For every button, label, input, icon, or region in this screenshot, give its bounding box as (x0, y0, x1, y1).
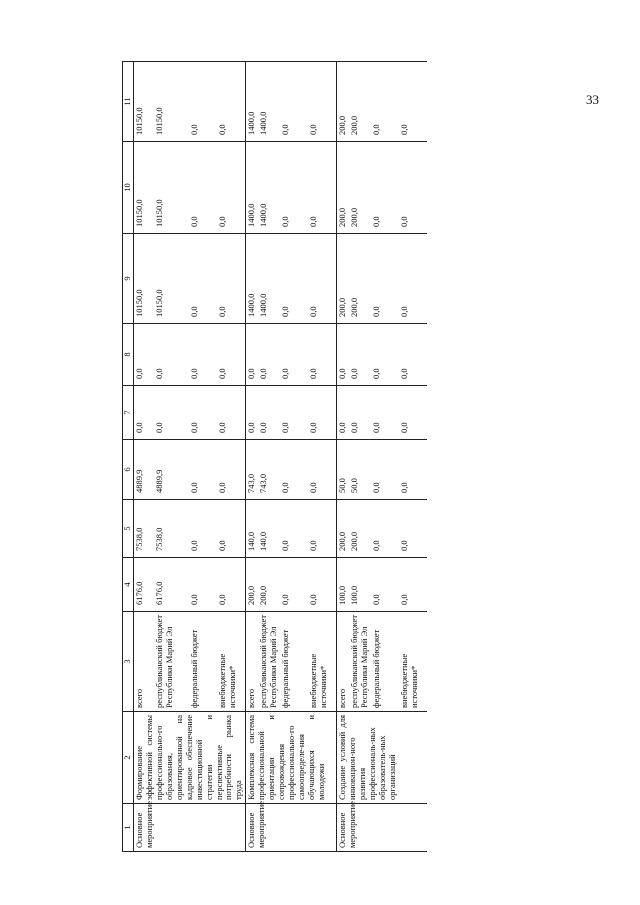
value-cell: 7538,0 (154, 500, 190, 558)
value-cell: 10150,0 (134, 234, 154, 324)
value-cell: 0,0 (280, 142, 308, 234)
header-cell: 2 (123, 712, 134, 804)
header-cell: 1 (123, 804, 134, 852)
header-cell: 8 (123, 324, 134, 386)
header-cell: 5 (123, 500, 134, 558)
rotated-table-container (122, 62, 614, 852)
value-cell: 200,0 (349, 500, 371, 558)
value-cell: 10150,0 (134, 142, 154, 234)
value-cell: 0,0 (308, 440, 337, 500)
value-cell: 743,0 (258, 440, 280, 500)
funding-source-cell: всего (246, 612, 258, 712)
value-cell: 0,0 (399, 440, 427, 500)
header-cell: 10 (123, 142, 134, 234)
value-cell: 200,0 (349, 62, 371, 142)
value-cell: 0,0 (189, 440, 217, 500)
value-cell: 0,0 (337, 386, 349, 440)
value-cell: 0,0 (308, 386, 337, 440)
value-cell: 200,0 (337, 62, 349, 142)
value-cell: 0,0 (189, 386, 217, 440)
page-number: 33 (586, 92, 599, 107)
value-cell: 0,0 (189, 500, 217, 558)
value-cell: 0,0 (189, 558, 217, 612)
value-cell: 0,0 (189, 62, 217, 142)
funding-source-cell: внебюджетные источники* (308, 612, 337, 712)
value-cell: 0,0 (399, 324, 427, 386)
header-cell: 7 (123, 386, 134, 440)
value-cell: 0,0 (154, 324, 190, 386)
header-cell: 11 (123, 62, 134, 142)
value-cell: 1400,0 (246, 234, 258, 324)
value-cell: 0,0 (308, 62, 337, 142)
value-cell: 0,0 (217, 234, 246, 324)
value-cell: 0,0 (308, 234, 337, 324)
value-cell: 4889,9 (134, 440, 154, 500)
value-cell: 0,0 (308, 558, 337, 612)
value-cell: 0,0 (189, 142, 217, 234)
value-cell: 0,0 (217, 500, 246, 558)
value-cell: 1400,0 (246, 62, 258, 142)
activity-name-cell: Комплексная система профессиональной ориентации и сопровождения профессионально-го самоопределе-ния обучающихся и молодежи (246, 712, 337, 804)
header-row (123, 62, 134, 852)
funding-source-cell: федеральный бюджет (189, 612, 217, 712)
value-cell: 200,0 (349, 142, 371, 234)
funding-source-cell: республиканский бюджет Республики Марий Эл (154, 612, 190, 712)
value-cell: 100,0 (349, 558, 371, 612)
header-cell: 6 (123, 440, 134, 500)
table-row (246, 62, 258, 852)
value-cell: 50,0 (349, 440, 371, 500)
value-cell: 0,0 (371, 234, 399, 324)
value-cell: 0,0 (308, 500, 337, 558)
value-cell: 0,0 (399, 142, 427, 234)
value-cell: 4889,9 (154, 440, 190, 500)
funding-source-cell: федеральный бюджет (371, 612, 399, 712)
value-cell: 0,0 (258, 324, 280, 386)
value-cell: 200,0 (246, 558, 258, 612)
value-cell: 6176,0 (154, 558, 190, 612)
funding-source-cell: федеральный бюджет (280, 612, 308, 712)
value-cell: 0,0 (399, 62, 427, 142)
value-cell: 0,0 (258, 386, 280, 440)
value-cell: 0,0 (280, 440, 308, 500)
value-cell: 0,0 (217, 440, 246, 500)
value-cell: 0,0 (280, 386, 308, 440)
activity-type-cell: Основное мероприятие (246, 804, 337, 852)
header-cell: 3 (123, 612, 134, 712)
table-row (134, 62, 154, 852)
value-cell: 0,0 (217, 324, 246, 386)
table-row (337, 62, 349, 852)
value-cell: 0,0 (371, 558, 399, 612)
value-cell: 0,0 (399, 500, 427, 558)
funding-source-cell: внебюджетные источники* (217, 612, 246, 712)
value-cell: 0,0 (217, 386, 246, 440)
value-cell: 0,0 (280, 62, 308, 142)
value-cell: 200,0 (337, 142, 349, 234)
value-cell: 0,0 (399, 234, 427, 324)
value-cell: 0,0 (399, 558, 427, 612)
value-cell: 0,0 (280, 234, 308, 324)
funding-source-cell: республиканский бюджет Республики Марий Эл (349, 612, 371, 712)
value-cell: 140,0 (258, 500, 280, 558)
value-cell: 10150,0 (154, 62, 190, 142)
value-cell: 0,0 (189, 324, 217, 386)
value-cell: 200,0 (349, 234, 371, 324)
value-cell: 0,0 (217, 62, 246, 142)
value-cell: 0,0 (371, 62, 399, 142)
value-cell: 0,0 (371, 324, 399, 386)
value-cell: 0,0 (154, 386, 190, 440)
value-cell: 0,0 (337, 324, 349, 386)
value-cell: 0,0 (399, 386, 427, 440)
value-cell: 0,0 (246, 324, 258, 386)
value-cell: 743,0 (246, 440, 258, 500)
value-cell: 6176,0 (134, 558, 154, 612)
value-cell: 0,0 (217, 142, 246, 234)
activity-name-cell: Создание условий для инновацион-ного развития профессиональ-ных образователь-ных организаций (337, 712, 427, 804)
value-cell: 0,0 (134, 386, 154, 440)
value-cell: 1400,0 (246, 142, 258, 234)
value-cell: 50,0 (337, 440, 349, 500)
funding-table (122, 61, 427, 852)
activity-type-cell: Основное мероприятие (337, 804, 427, 852)
value-cell: 1400,0 (258, 62, 280, 142)
value-cell: 200,0 (258, 558, 280, 612)
value-cell: 0,0 (349, 324, 371, 386)
value-cell: 0,0 (217, 558, 246, 612)
value-cell: 0,0 (280, 500, 308, 558)
header-cell: 9 (123, 234, 134, 324)
value-cell: 0,0 (371, 500, 399, 558)
value-cell: 0,0 (371, 386, 399, 440)
value-cell: 7538,0 (134, 500, 154, 558)
value-cell: 0,0 (308, 324, 337, 386)
value-cell: 0,0 (308, 142, 337, 234)
value-cell: 10150,0 (154, 142, 190, 234)
value-cell: 200,0 (337, 500, 349, 558)
value-cell: 0,0 (134, 324, 154, 386)
value-cell: 1400,0 (258, 234, 280, 324)
funding-source-cell: внебюджетные источники* (399, 612, 427, 712)
value-cell: 140,0 (246, 500, 258, 558)
funding-source-cell: всего (337, 612, 349, 712)
value-cell: 200,0 (337, 234, 349, 324)
value-cell: 0,0 (189, 234, 217, 324)
table-body (134, 62, 427, 852)
value-cell: 10150,0 (134, 62, 154, 142)
value-cell: 0,0 (349, 386, 371, 440)
value-cell: 0,0 (246, 386, 258, 440)
activity-type-cell: Основное мероприятие (134, 804, 246, 852)
value-cell: 100,0 (337, 558, 349, 612)
activity-name-cell: Формирование эффективной системы профессионально-го образования, ориентированной на кадровое обеспечение инвестиционной стратегии и перспективные потребности рынка труда (134, 712, 246, 804)
header-cell: 4 (123, 558, 134, 612)
funding-source-cell: республиканский бюджет Республики Марий Эл (258, 612, 280, 712)
value-cell: 1400,0 (258, 142, 280, 234)
value-cell: 0,0 (371, 440, 399, 500)
value-cell: 0,0 (280, 324, 308, 386)
funding-source-cell: всего (134, 612, 154, 712)
value-cell: 0,0 (371, 142, 399, 234)
value-cell: 0,0 (280, 558, 308, 612)
value-cell: 10150,0 (154, 234, 190, 324)
